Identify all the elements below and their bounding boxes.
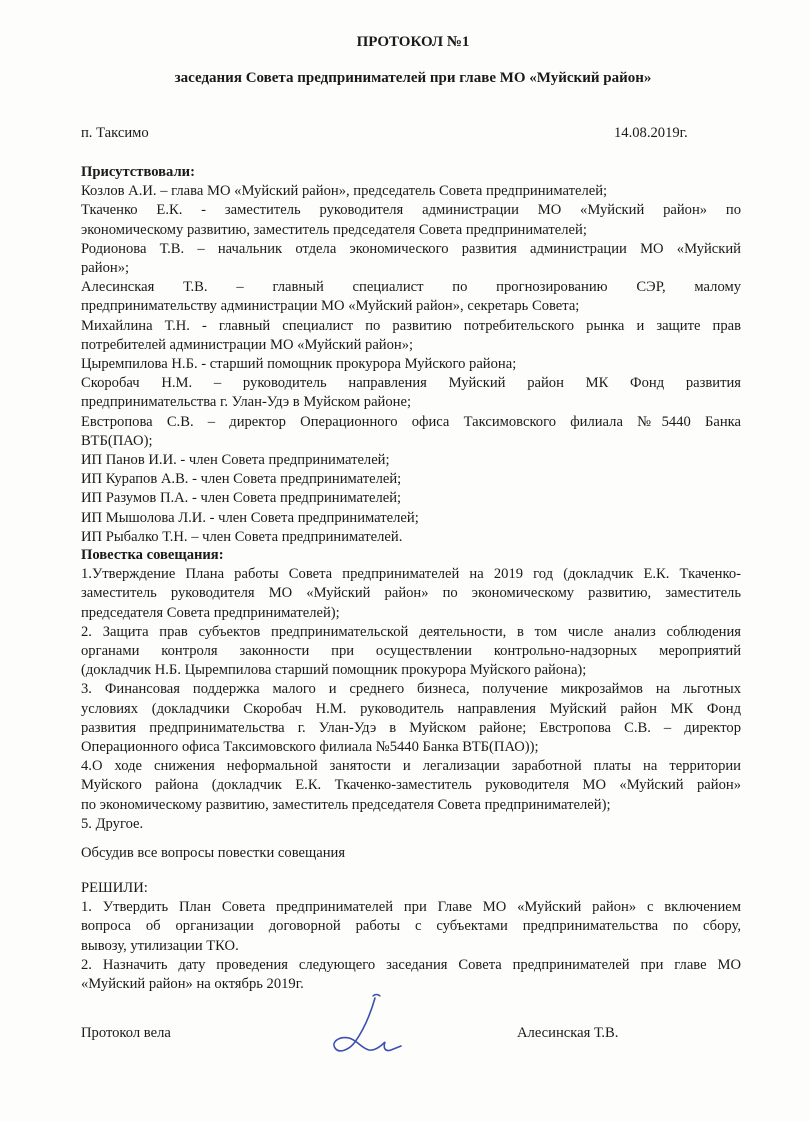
discussed-text: Обсудив все вопросы повестки совещания — [81, 845, 346, 861]
agenda-line: 4.О ходе снижения неформальной занятости и легализации заработной платы на территории — [81, 758, 741, 775]
document-subtitle: заседания Совета предпринимателей при главе МО «Муйский район» — [174, 70, 652, 86]
decisions-list — [81, 898, 741, 994]
attendees-section — [81, 163, 741, 547]
attendee-line: ИП Мышолова Л.И. - член Совета предпринимателей; — [81, 509, 419, 526]
secretary-name: Алесинская Т.В. — [517, 1025, 619, 1041]
agenda-line: условиях (докладчики Скоробач Н.М. руководитель направления Муйский район МК Фонд — [81, 700, 741, 717]
agenda-line: 3. Финансовая поддержка малого и среднего бизнеса, получение микрозаймов на льготных — [81, 681, 741, 698]
attendee-line: Евстропова С.В. – директор Операционного офиса Таксимовского филиала №5440 Банка — [81, 413, 741, 430]
decision-line: 2. Назначить дату проведения следующего заседания Совета предпринимателей при главе МО — [81, 956, 741, 973]
agenda-list — [81, 565, 741, 834]
decision-line: «Муйский район» на октябрь 2019г. — [81, 976, 304, 993]
attendee-line: Михайлина Т.Н. - главный специалист по развитию потребительского рынка и защите прав — [81, 317, 741, 334]
decisions-section — [81, 879, 741, 994]
agenda-line: развития предпринимательства г. Улан-Удэ в Муйском районе; Евстропова С.В. – директор — [81, 719, 741, 736]
agenda-line: (докладчик Н.Б. Цыремпилова старший помощник прокурора Муйского района); — [81, 662, 587, 679]
decisions-heading: РЕШИЛИ: — [81, 880, 148, 896]
agenda-line: 1.Утверждение Плана работы Совета предпринимателей на 2019 год (докладчик Е.К. Ткаченко- — [81, 566, 741, 583]
agenda-line: 5. Другое. — [81, 815, 144, 832]
agenda-line: заместитель руководителя МО «Муйский район» по экономическому развитию, заместитель — [81, 585, 741, 602]
signature-icon — [325, 990, 435, 1070]
attendee-line: Родионова Т.В. – начальник отдела экономического развития администрации МО «Муйский — [81, 240, 741, 257]
decision-line: вопроса об организации договорной работы с субъектами предпринимательства по сбору, — [81, 918, 741, 935]
agenda-line: 2. Защита прав субъектов предпринимательской деятельности, в том числе анализ соблюдения — [81, 623, 741, 640]
attendee-line: предпринимательства г. Улан-Удэ в Муйском районе; — [81, 394, 412, 411]
agenda-line: председателя Совета предпринимателей); — [81, 604, 340, 621]
agenda-section — [81, 546, 741, 834]
attendee-line: Алесинская Т.В. – главный специалист по прогнозированию СЭР, малому — [81, 279, 741, 296]
meeting-place: п. Таксимо — [81, 125, 149, 141]
attendee-line: Ткаченко Е.К. - заместитель руководителя администрации МО «Муйский район» по — [81, 202, 741, 219]
decision-line: вывозу, утилизации ТКО. — [81, 937, 239, 954]
decision-line: 1. Утвердить План Совета предпринимателей при Главе МО «Муйский район» с включением — [81, 899, 741, 916]
meeting-date: 14.08.2019г. — [614, 125, 688, 141]
agenda-line: Муйского района (докладчик Е.К. Ткаченко-заместитель руководителя МО «Муйский район» — [81, 777, 741, 794]
attendee-line: ИП Рыбалко Т.Н. – член Совета предпринимателей. — [81, 528, 403, 545]
attendee-line: экономическому развитию, заместитель председателя Совета предпринимателей; — [81, 221, 587, 238]
attendee-line: Козлов А.И. – глава МО «Муйский район», председатель Совета предпринимателей; — [81, 183, 608, 200]
attendees-list — [81, 182, 741, 547]
agenda-line: Операционного офиса Таксимовского филиала №5440 Банка ВТБ(ПАО)); — [81, 739, 539, 756]
attendee-line: потребителей администрации МО «Муйский район»; — [81, 336, 414, 353]
attendee-line: предпринимательству администрации МО «Муйский район», секретарь Совета; — [81, 298, 580, 315]
attendee-line: ИП Разумов П.А. - член Совета предпринимателей; — [81, 490, 402, 507]
attendee-line: район»; — [81, 260, 130, 277]
document-title: ПРОТОКОЛ №1 — [356, 34, 470, 50]
attendee-line: Цыремпилова Н.Б. - старший помощник прокурора Муйского района; — [81, 356, 517, 373]
attendee-line: ИП Курапов А.В. - член Совета предпринимателей; — [81, 471, 402, 488]
attendee-line: ВТБ(ПАО); — [81, 432, 153, 449]
agenda-heading: Повестка совещания: — [81, 547, 224, 563]
agenda-line: органами контроля законности при осуществлении контрольно-надзорных мероприятий — [81, 643, 741, 660]
attendee-line: ИП Панов И.И. - член Совета предпринимателей; — [81, 452, 390, 469]
attendees-heading: Присутствовали: — [81, 164, 195, 180]
protocol-keeper-label: Протокол вела — [81, 1025, 171, 1041]
agenda-line: по экономическому развитию, заместитель председателя Совета предпринимателей); — [81, 796, 611, 813]
attendee-line: Скоробач Н.М. – руководитель направления Муйский район МК Фонд развития — [81, 375, 741, 392]
